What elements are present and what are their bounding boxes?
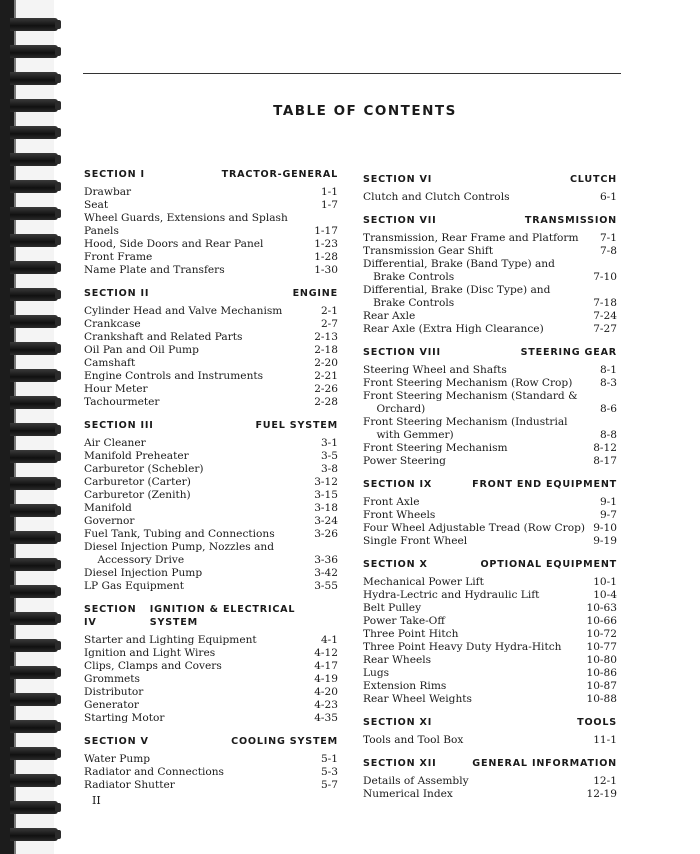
toc-entry[interactable] xyxy=(84,344,338,357)
entry-label: Differential, Brake (Disc Type) and Brake Controls xyxy=(363,284,551,309)
section-heading xyxy=(84,419,338,432)
section-title: CLUTCH xyxy=(569,174,617,185)
section-heading xyxy=(363,214,617,227)
entry-page: 10-86 xyxy=(586,667,617,679)
toc-entry[interactable] xyxy=(84,318,338,331)
section-number: SECTION III xyxy=(84,420,154,431)
binding-ring xyxy=(10,639,58,652)
entry-page: 4-17 xyxy=(314,660,338,672)
toc-entry[interactable] xyxy=(84,528,338,541)
entry-page: 8-1 xyxy=(599,364,617,376)
entry-page: 7-27 xyxy=(593,323,617,335)
entry-label: Rear Axle (Extra High Clearance) xyxy=(363,323,544,335)
binding-ring xyxy=(10,558,58,571)
toc-entry[interactable] xyxy=(363,310,617,323)
section-title: TRANSMISSION xyxy=(524,215,617,226)
entry-label: Grommets xyxy=(84,673,140,685)
entry-page: 6-1 xyxy=(599,191,617,203)
toc-entry[interactable] xyxy=(363,377,617,390)
toc-entry[interactable] xyxy=(84,567,338,580)
binding-ring xyxy=(10,720,58,733)
section-title: TRACTOR-GENERAL xyxy=(221,169,338,180)
entry-label: Hydra-Lectric and Hydraulic Lift xyxy=(363,589,540,601)
entry-page: 10-77 xyxy=(586,641,617,653)
entry-page: 10-80 xyxy=(586,654,617,666)
entry-label: Rear Wheel Weights xyxy=(363,693,472,705)
section-heading xyxy=(363,558,617,571)
toc-section xyxy=(363,558,617,706)
toc-entry[interactable] xyxy=(363,416,617,442)
entry-label: LP Gas Equipment xyxy=(84,580,185,592)
section-heading xyxy=(84,603,338,629)
section-number: SECTION XII xyxy=(363,758,437,769)
toc-entry[interactable] xyxy=(363,535,617,548)
toc-section xyxy=(363,214,617,336)
entry-page: 5-1 xyxy=(320,753,338,765)
entry-label: Three Point Hitch xyxy=(363,628,459,640)
section-number: SECTION IX xyxy=(363,479,433,490)
entry-label: Crankcase xyxy=(84,318,141,330)
binding-ring xyxy=(10,261,58,274)
entry-page: 4-19 xyxy=(314,673,338,685)
section-title: OPTIONAL EQUIPMENT xyxy=(480,559,617,570)
entry-page: 3-26 xyxy=(314,528,338,540)
toc-entry[interactable] xyxy=(363,628,617,641)
binding-ring xyxy=(10,747,58,760)
entry-page: 3-36 xyxy=(314,554,338,566)
toc-entry[interactable] xyxy=(363,364,617,377)
toc-entry[interactable] xyxy=(363,522,617,535)
entry-label: Front Steering Mechanism (Row Crop) xyxy=(363,377,573,389)
entry-label: Front Steering Mechanism (Industrial with Gemmer) xyxy=(363,416,568,441)
binding-ring xyxy=(10,774,58,787)
entry-page: 9-7 xyxy=(599,509,617,521)
entry-label: Diesel Injection Pump xyxy=(84,567,203,579)
entry-page: 4-23 xyxy=(314,699,338,711)
entry-page: 3-8 xyxy=(320,463,338,475)
toc-entry[interactable] xyxy=(84,580,338,593)
entry-page: 3-12 xyxy=(314,476,338,488)
entry-label: Governor xyxy=(84,515,135,527)
toc-entry[interactable] xyxy=(363,589,617,602)
entry-label: Extension Rims xyxy=(363,680,447,692)
entry-label: Differential, Brake (Band Type) and Brake Controls xyxy=(363,258,555,283)
toc-entry[interactable] xyxy=(363,615,617,628)
binding-ring xyxy=(10,477,58,490)
binding-ring xyxy=(10,234,58,247)
toc-entry[interactable] xyxy=(363,693,617,706)
toc-entry[interactable] xyxy=(363,775,617,788)
entry-page: 2-20 xyxy=(314,357,338,369)
entry-label: Hour Meter xyxy=(84,383,148,395)
toc-entry[interactable] xyxy=(363,390,617,416)
toc-entry[interactable] xyxy=(84,437,338,450)
toc-entry[interactable] xyxy=(84,660,338,673)
entry-page: 9-19 xyxy=(593,535,617,547)
entry-label: Camshaft xyxy=(84,357,136,369)
entry-page: 10-4 xyxy=(593,589,617,601)
entry-label: Three Point Heavy Duty Hydra-Hitch xyxy=(363,641,562,653)
entry-label: Carburetor (Schebler) xyxy=(84,463,204,475)
entry-page: 12-1 xyxy=(593,775,617,787)
section-heading xyxy=(84,168,338,181)
binding-ring xyxy=(10,18,58,31)
entry-page: 8-6 xyxy=(599,403,617,415)
entry-label: Tachourmeter xyxy=(84,396,160,408)
toc-entry[interactable] xyxy=(363,258,617,284)
binding-ring xyxy=(10,180,58,193)
section-number: SECTION V xyxy=(84,736,149,747)
entry-page: 10-72 xyxy=(586,628,617,640)
entry-label: Hood, Side Doors and Rear Panel xyxy=(84,238,264,250)
binding-ring xyxy=(10,423,58,436)
binding-ring xyxy=(10,612,58,625)
binding-ring xyxy=(10,342,58,355)
toc-entry[interactable] xyxy=(84,502,338,515)
entry-label: Steering Wheel and Shafts xyxy=(363,364,507,376)
entry-label: Name Plate and Transfers xyxy=(84,264,225,276)
toc-entry[interactable] xyxy=(84,199,338,212)
entry-label: Crankshaft and Related Parts xyxy=(84,331,243,343)
entry-label: Generator xyxy=(84,699,139,711)
entry-page: 2-28 xyxy=(314,396,338,408)
entry-page: 5-7 xyxy=(320,779,338,791)
entry-label: Drawbar xyxy=(84,186,132,198)
toc-entry[interactable] xyxy=(84,186,338,199)
entry-label: Front Steering Mechanism (Standard & Orchard) xyxy=(363,390,578,415)
entry-label: Rear Wheels xyxy=(363,654,432,666)
entry-label: Belt Pulley xyxy=(363,602,422,614)
entry-page: 2-18 xyxy=(314,344,338,356)
entry-label: Starting Motor xyxy=(84,712,165,724)
entry-page: 2-7 xyxy=(320,318,338,330)
section-title: GENERAL INFORMATION xyxy=(472,758,617,769)
entry-label: Transmission, Rear Frame and Platform xyxy=(363,232,579,244)
entry-label: Starter and Lighting Equipment xyxy=(84,634,257,646)
section-heading xyxy=(363,478,617,491)
toc-section xyxy=(84,287,338,409)
section-number: SECTION I xyxy=(84,169,145,180)
entry-page: 8-12 xyxy=(593,442,617,454)
toc-entry[interactable] xyxy=(84,383,338,396)
entry-page: 8-3 xyxy=(599,377,617,389)
entry-page: 9-1 xyxy=(599,496,617,508)
section-heading xyxy=(84,735,338,748)
section-number: SECTION VIII xyxy=(363,347,441,358)
toc-section xyxy=(363,346,617,468)
entry-page: 3-5 xyxy=(320,450,338,462)
toc-entry[interactable] xyxy=(84,450,338,463)
entry-label: Manifold Preheater xyxy=(84,450,189,462)
entry-label: Tools and Tool Box xyxy=(363,734,464,746)
entry-label: Power Steering xyxy=(363,455,446,467)
entry-page: 10-87 xyxy=(586,680,617,692)
entry-label: Transmission Gear Shift xyxy=(363,245,494,257)
entry-page: 7-10 xyxy=(593,271,617,283)
toc-entry[interactable] xyxy=(363,602,617,615)
entry-page: 10-88 xyxy=(586,693,617,705)
binding-ring xyxy=(10,72,58,85)
toc-entry[interactable] xyxy=(363,654,617,667)
entry-page: 10-66 xyxy=(586,615,617,627)
entry-label: Diesel Injection Pump, Nozzles and Accessory Drive xyxy=(84,541,275,566)
entry-page: 2-26 xyxy=(314,383,338,395)
toc-entry[interactable] xyxy=(84,647,338,660)
binding-ring xyxy=(10,801,58,814)
entry-page: 10-1 xyxy=(593,576,617,588)
toc-entry[interactable] xyxy=(363,323,617,336)
toc-entry[interactable] xyxy=(363,667,617,680)
entry-label: Carburetor (Zenith) xyxy=(84,489,191,501)
entry-label: Rear Axle xyxy=(363,310,416,322)
entry-label: Front Wheels xyxy=(363,509,436,521)
entry-page: 8-8 xyxy=(599,429,617,441)
entry-label: Lugs xyxy=(363,667,390,679)
toc-entry[interactable] xyxy=(363,641,617,654)
entry-page: 7-18 xyxy=(593,297,617,309)
toc-section xyxy=(363,173,617,204)
toc-entry[interactable] xyxy=(84,779,338,792)
toc-entry[interactable] xyxy=(84,489,338,502)
entry-label: Power Take-Off xyxy=(363,615,445,627)
section-number: SECTION X xyxy=(363,559,428,570)
entry-label: Engine Controls and Instruments xyxy=(84,370,264,382)
toc-entry[interactable] xyxy=(363,245,617,258)
toc-entry[interactable] xyxy=(84,463,338,476)
toc-entry[interactable] xyxy=(84,396,338,409)
toc-entry[interactable] xyxy=(84,541,338,567)
entry-label: Front Frame xyxy=(84,251,153,263)
toc-entry[interactable] xyxy=(363,442,617,455)
toc-entry[interactable] xyxy=(363,191,617,204)
entry-page: 10-63 xyxy=(586,602,617,614)
toc-entry[interactable] xyxy=(84,673,338,686)
toc-left-column xyxy=(84,168,338,802)
section-title: IGNITION & ELECTRICAL SYSTEM xyxy=(149,604,296,628)
toc-entry[interactable] xyxy=(363,284,617,310)
entry-page: 8-17 xyxy=(593,455,617,467)
toc-entry[interactable] xyxy=(84,212,338,238)
section-title: FUEL SYSTEM xyxy=(255,420,338,431)
toc-entry[interactable] xyxy=(84,634,338,647)
entry-page: 3-24 xyxy=(314,515,338,527)
entry-label: Cylinder Head and Valve Mechanism xyxy=(84,305,283,317)
binding-ring xyxy=(10,315,58,328)
entry-label: Radiator and Connections xyxy=(84,766,224,778)
binding-ring xyxy=(10,585,58,598)
toc-entry[interactable] xyxy=(84,515,338,528)
section-number: SECTION VII xyxy=(363,215,437,226)
binding-ring xyxy=(10,693,58,706)
entry-label: Ignition and Light Wires xyxy=(84,647,216,659)
entry-page: 3-55 xyxy=(314,580,338,592)
binding-ring xyxy=(10,450,58,463)
entry-page: 7-1 xyxy=(599,232,617,244)
section-heading xyxy=(363,716,617,729)
binding-ring xyxy=(10,126,58,139)
section-title: STEERING GEAR xyxy=(520,347,617,358)
entry-page: 1-28 xyxy=(314,251,338,263)
entry-label: Radiator Shutter xyxy=(84,779,175,791)
toc-entry[interactable] xyxy=(84,370,338,383)
entry-page: 3-1 xyxy=(320,437,338,449)
entry-label: Front Steering Mechanism xyxy=(363,442,508,454)
section-number: SECTION VI xyxy=(363,174,433,185)
entry-page: 4-1 xyxy=(320,634,338,646)
entry-page: 2-1 xyxy=(320,305,338,317)
toc-entry[interactable] xyxy=(84,238,338,251)
spiral-binding xyxy=(0,0,54,854)
section-heading xyxy=(363,757,617,770)
entry-page: 7-24 xyxy=(593,310,617,322)
binding-ring xyxy=(10,666,58,679)
entry-page: 3-15 xyxy=(314,489,338,501)
entry-page: 9-10 xyxy=(593,522,617,534)
toc-entry[interactable] xyxy=(363,509,617,522)
entry-page: 5-3 xyxy=(320,766,338,778)
binding-ring xyxy=(10,369,58,382)
toc-section xyxy=(363,716,617,747)
toc-entry[interactable] xyxy=(363,232,617,245)
entry-label: Manifold xyxy=(84,502,132,514)
toc-entry[interactable] xyxy=(84,712,338,725)
toc-entry[interactable] xyxy=(84,305,338,318)
entry-page: 3-42 xyxy=(314,567,338,579)
binding-ring xyxy=(10,531,58,544)
toc-entry[interactable] xyxy=(363,788,617,801)
toc-entry[interactable] xyxy=(84,264,338,277)
entry-label: Seat xyxy=(84,199,109,211)
toc-section xyxy=(84,419,338,593)
page-title: TABLE OF CONTENTS xyxy=(273,103,457,119)
entry-page: 4-35 xyxy=(314,712,338,724)
toc-right-column xyxy=(363,173,617,811)
toc-entry[interactable] xyxy=(363,496,617,509)
binding-ring xyxy=(10,207,58,220)
toc-section xyxy=(84,168,338,277)
toc-section xyxy=(84,735,338,792)
section-title: FRONT END EQUIPMENT xyxy=(472,479,617,490)
entry-label: Details of Assembly xyxy=(363,775,469,787)
toc-entry[interactable] xyxy=(84,476,338,489)
binding-ring xyxy=(10,396,58,409)
header-rule xyxy=(83,73,621,74)
section-heading xyxy=(363,173,617,186)
toc-entry[interactable] xyxy=(84,251,338,264)
entry-label: Fuel Tank, Tubing and Connections xyxy=(84,528,275,540)
binding-ring xyxy=(10,153,58,166)
entry-page: 11-1 xyxy=(593,734,617,746)
binding-ring xyxy=(10,45,58,58)
section-title: ENGINE xyxy=(292,288,338,299)
toc-entry[interactable] xyxy=(84,357,338,370)
entry-page: 12-19 xyxy=(586,788,617,800)
entry-label: Four Wheel Adjustable Tread (Row Crop) xyxy=(363,522,586,534)
section-title: COOLING SYSTEM xyxy=(231,736,338,747)
entry-label: Wheel Guards, Extensions and Splash Panels xyxy=(84,212,292,237)
entry-page: 1-23 xyxy=(314,238,338,250)
entry-page: 1-17 xyxy=(314,225,338,237)
toc-entry[interactable] xyxy=(363,455,617,468)
toc-entry[interactable] xyxy=(84,331,338,344)
toc-entry[interactable] xyxy=(363,576,617,589)
entry-page: 2-21 xyxy=(314,370,338,382)
entry-label: Single Front Wheel xyxy=(363,535,468,547)
section-heading xyxy=(363,346,617,359)
entry-label: Carburetor (Carter) xyxy=(84,476,191,488)
section-heading xyxy=(84,287,338,300)
entry-page: 1-7 xyxy=(320,199,338,211)
entry-label: Air Cleaner xyxy=(84,437,146,449)
entry-page: 2-13 xyxy=(314,331,338,343)
toc-entry[interactable] xyxy=(84,699,338,712)
entry-label: Clips, Clamps and Covers xyxy=(84,660,222,672)
toc-entry[interactable] xyxy=(84,753,338,766)
entry-label: Mechanical Power Lift xyxy=(363,576,484,588)
toc-section xyxy=(84,603,338,725)
toc-section xyxy=(363,757,617,801)
entry-page: 1-30 xyxy=(314,264,338,276)
section-title: TOOLS xyxy=(577,717,617,728)
entry-page: 4-20 xyxy=(314,686,338,698)
toc-entry[interactable] xyxy=(363,734,617,747)
entry-page: 3-18 xyxy=(314,502,338,514)
section-number: SECTION IV xyxy=(84,604,137,628)
entry-page: 4-12 xyxy=(314,647,338,659)
toc-entry[interactable] xyxy=(84,766,338,779)
entry-label: Numerical Index xyxy=(363,788,453,800)
entry-label: Distributor xyxy=(84,686,144,698)
entry-page: 7-8 xyxy=(599,245,617,257)
section-number: SECTION II xyxy=(84,288,150,299)
page-number: II xyxy=(92,794,101,807)
entry-label: Front Axle xyxy=(363,496,420,508)
toc-section xyxy=(363,478,617,548)
entry-label: Clutch and Clutch Controls xyxy=(363,191,510,203)
binding-ring xyxy=(10,828,58,841)
toc-entry[interactable] xyxy=(363,680,617,693)
binding-ring xyxy=(10,288,58,301)
entry-label: Water Pump xyxy=(84,753,151,765)
binding-ring xyxy=(10,504,58,517)
entry-page: 1-1 xyxy=(320,186,338,198)
entry-label: Oil Pan and Oil Pump xyxy=(84,344,199,356)
toc-entry[interactable] xyxy=(84,686,338,699)
section-number: SECTION XI xyxy=(363,717,433,728)
